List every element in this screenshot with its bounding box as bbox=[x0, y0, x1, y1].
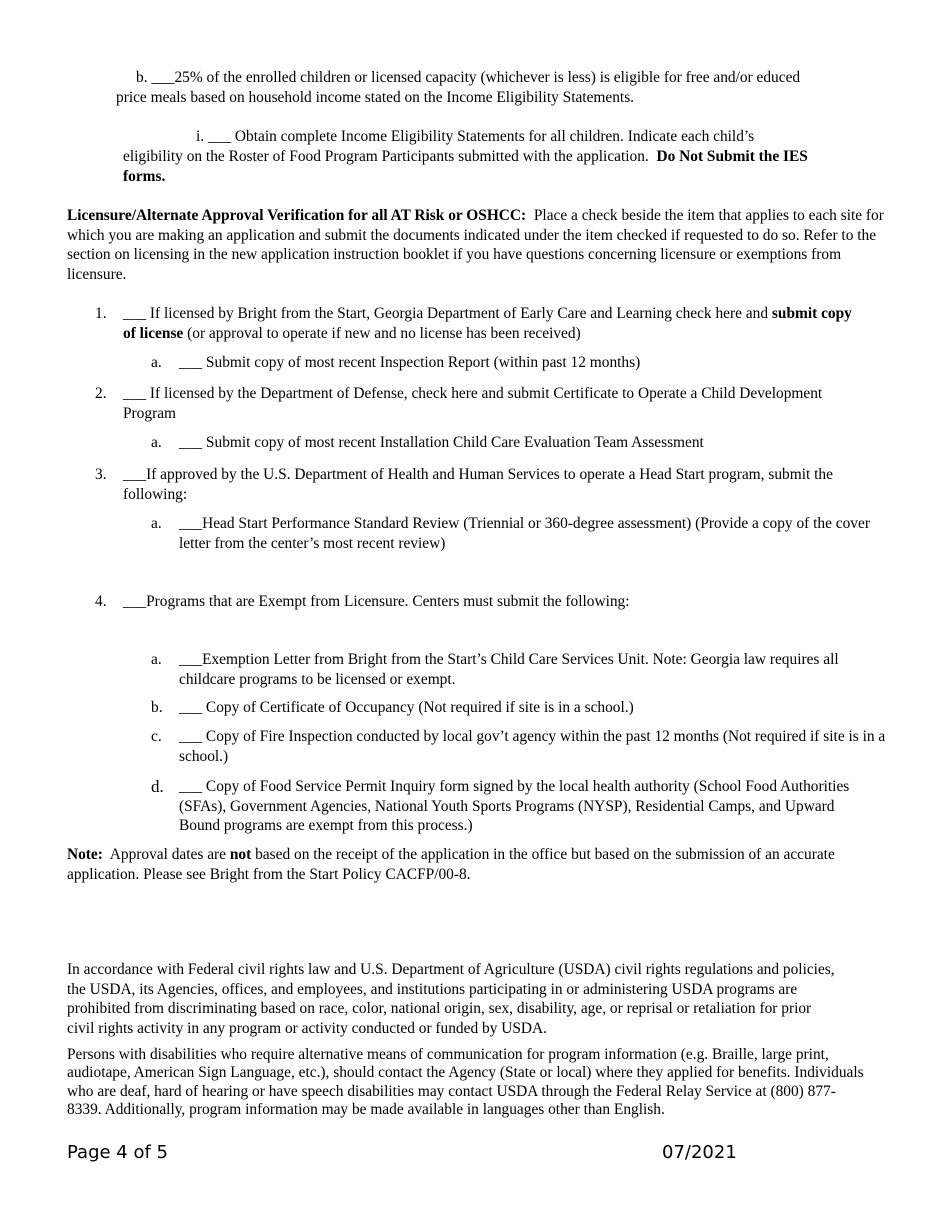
licensure-heading: Licensure/Alternate Approval Verification for all AT Risk or OSHCC: bbox=[67, 207, 527, 224]
civil-rights-paragraph-1: In accordance with Federal civil rights law and U.S. Department of Agriculture (USDA) civil rights regulations and policies, the USDA, its Agencies, offices, and employees, and institutions participating in or administering USDA programs are prohibited from discriminating based on race, color, national origin, sex, disability, age, or reprisal or retaliation for prior civil rights activity in any program or activity conducted or funded by USDA. bbox=[67, 961, 835, 1037]
item-text: ___Programs that are Exempt from Licensure. Centers must submit the following: bbox=[123, 593, 630, 610]
sub-text: ___ Copy of Food Service Permit Inquiry form signed by the local health authority (School Food Authorities (SFAs), Government Agencies, National Youth Sports Programs (NYSP), Residential Camps, and Upward Bound programs are exempt from this process.) bbox=[179, 778, 850, 835]
item-1-bold: submit copy of license bbox=[123, 305, 852, 342]
sub-letter: a. bbox=[151, 354, 162, 371]
note-bold: not bbox=[229, 846, 252, 863]
sub-letter: a. bbox=[151, 434, 162, 451]
note-label: Note: bbox=[67, 846, 103, 863]
item-b-i-line3 bbox=[123, 167, 165, 187]
item-number: 1. bbox=[95, 305, 107, 322]
sub-letter: d. bbox=[151, 777, 164, 796]
item-b-i-line2 bbox=[123, 147, 808, 167]
item-b-i-bold: Do Not Submit the IES bbox=[656, 148, 808, 165]
item-number: 2. bbox=[95, 385, 107, 402]
sub-text: ___ Submit copy of most recent Inspection Report (within past 12 months) bbox=[179, 354, 641, 371]
item-number: 4. bbox=[95, 593, 107, 610]
item-b-i-line2-text: eligibility on the Roster of Food Program Participants submitted with the application. bbox=[123, 148, 649, 165]
note-text-before: Approval dates are bbox=[109, 846, 226, 863]
civil-rights-paragraph-2: Persons with disabilities who require alternative means of communication for program information (e.g. Braille, large print, audiotape, American Sign Language, etc.), should contact the Agency (State or local) where they applied for benefits. Individuals who are deaf, hard of hearing or have speech disabilities may contact USDA through the Federal Relay Service at (800) 877-8339. Additionally, program information may be made available in languages other than English. bbox=[67, 1046, 864, 1118]
item-text bbox=[123, 304, 863, 343]
item-text: ___ If licensed by the Department of Defense, check here and submit Certificate to Operate a Child Development Program bbox=[123, 385, 823, 422]
licensure-paragraph bbox=[67, 206, 885, 284]
sub-text: ___ Copy of Fire Inspection conducted by local gov’t agency within the past 12 months (Not required if site is in a school.) bbox=[179, 728, 886, 765]
item-1-text-before: ___ If licensed by Bright from the Start, Georgia Department of Early Care and Learning check here and bbox=[123, 305, 769, 322]
sub-text: ___ Copy of Certificate of Occupancy (Not required if site is in a school.) bbox=[179, 699, 634, 716]
item-text: ___If approved by the U.S. Department of Health and Human Services to operate a Head Start program, submit the following: bbox=[123, 466, 833, 503]
revision-date: 07/2021 bbox=[662, 1142, 737, 1163]
item-b-i-line1: i. ___ Obtain complete Income Eligibility Statements for all children. Indicate each child’s bbox=[196, 128, 755, 145]
sub-text: ___Exemption Letter from Bright from the Start’s Child Care Services Unit. Note: Georgia law requires all childcare programs to be licensed or exempt. bbox=[179, 651, 839, 688]
sub-text: ___Head Start Performance Standard Review (Triennial or 360-degree assessment) (Provide a copy of the cover letter from the center’s most recent review) bbox=[179, 515, 870, 552]
sub-letter: a. bbox=[151, 515, 162, 532]
item-number: 3. bbox=[95, 466, 107, 483]
item-b-line1: b. ___25% of the enrolled children or licensed capacity (whichever is less) is eligible for free and/or educed bbox=[136, 69, 801, 86]
sub-letter: a. bbox=[151, 651, 162, 668]
note-paragraph bbox=[67, 845, 867, 884]
sub-letter: c. bbox=[151, 728, 162, 745]
item-b-line2: price meals based on household income stated on the Income Eligibility Statements. bbox=[116, 89, 635, 106]
item-1-text-after: (or approval to operate if new and no license has been received) bbox=[187, 324, 581, 342]
item-b-i-forms: forms. bbox=[123, 168, 166, 185]
sub-text: ___ Submit copy of most recent Installation Child Care Evaluation Team Assessment bbox=[179, 434, 704, 451]
licensure-body: Place a check beside the item that applies to each site for which you are making an application and submit the documents indicated under the item checked if requested to do so. Refer to the section on licensing in the new application instruction booklet if you have questions concerning licensure or exemptions from licensure. bbox=[67, 207, 884, 283]
sub-letter: b. bbox=[151, 699, 163, 716]
page-number: Page 4 of 5 bbox=[67, 1142, 168, 1163]
note-text-after: based on the receipt of the application in the office but based on the submission of an accurate application. Please see Bright from the Start Policy CACFP/00-8. bbox=[67, 846, 835, 883]
